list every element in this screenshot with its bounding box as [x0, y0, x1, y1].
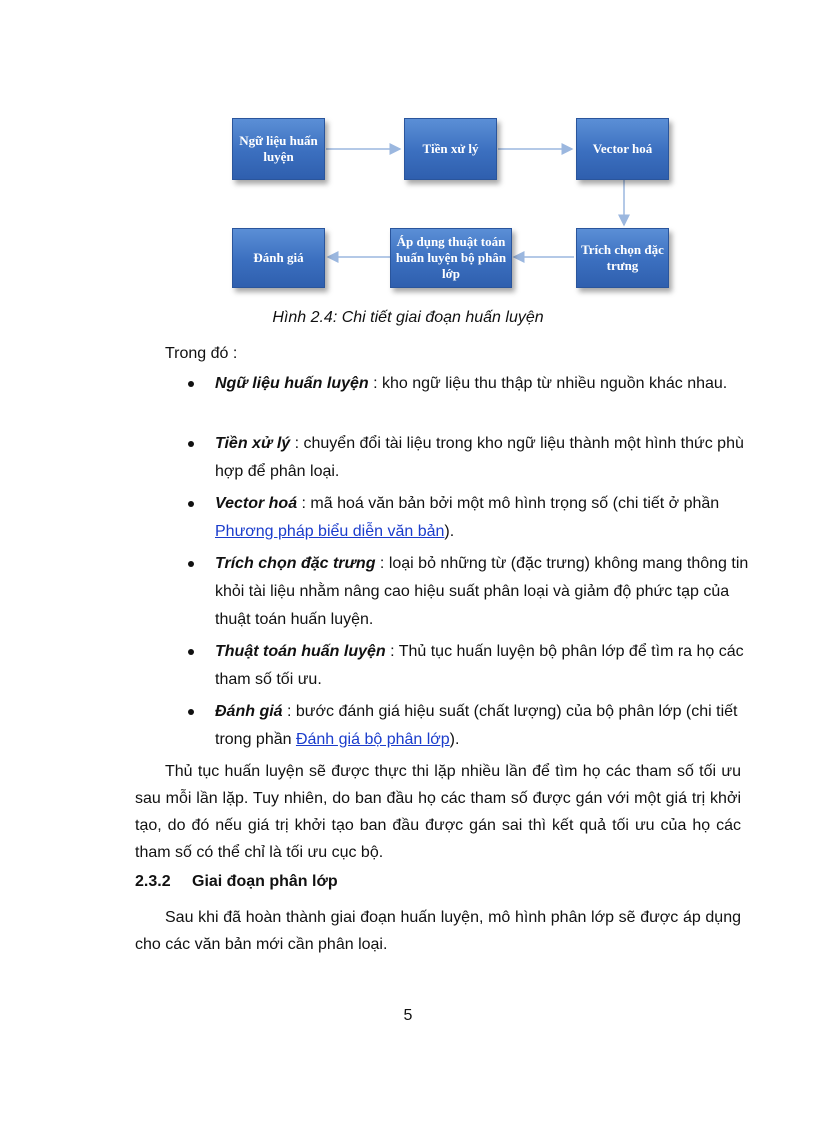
- body-paragraph-2: Sau khi đã hoàn thành giai đoạn huấn luyện, mô hình phân lớp sẽ được áp dụng cho các văn bản mới cần phân loại.: [135, 909, 741, 953]
- list-item: [215, 430, 750, 486]
- bullet-icon: [188, 561, 194, 567]
- term: Vector hoá: [215, 495, 298, 512]
- box-tien-xu-ly: [404, 118, 497, 180]
- box-danh-gia: [232, 228, 325, 288]
- list-item: [215, 490, 750, 546]
- section-heading: [135, 873, 338, 891]
- box-trich-chon-dac-trung: [576, 228, 669, 288]
- term: Thuật toán huấn luyện: [215, 643, 386, 660]
- section-title: Giai đoạn phân lớp: [192, 873, 338, 890]
- link-bieu-dien-van-ban[interactable]: Phương pháp biểu diễn văn bản: [215, 523, 445, 540]
- bullet-icon: [188, 501, 194, 507]
- section-number: 2.3.2: [135, 873, 171, 890]
- box-label: Đánh giá: [253, 250, 304, 265]
- definition: : kho ngữ liệu thu thập từ nhiều nguồn khác nhau.: [368, 375, 728, 392]
- list-item: [215, 370, 750, 398]
- bullet-icon: [188, 649, 194, 655]
- term: Trích chọn đặc trưng: [215, 555, 376, 572]
- definition: : mã hoá văn bản bởi một mô hình trọng số (chi tiết ở phần: [297, 495, 720, 512]
- definition-end: ).: [444, 523, 455, 540]
- bullet-icon: [188, 441, 194, 447]
- definition-end: ).: [449, 731, 460, 748]
- term: Ngữ liệu huấn luyện: [215, 375, 369, 392]
- definition: : bước đánh giá hiệu suất (chất lượng) của bộ phân lớp (chi tiết trong phần: [215, 703, 738, 748]
- list-item: [215, 638, 750, 694]
- training-flow-diagram: [226, 110, 676, 300]
- definition: : Thủ tục huấn luyện bộ phân lớp để tìm ra họ các tham số tối ưu.: [215, 643, 744, 688]
- intro-text: Trong đó :: [165, 345, 238, 362]
- box-ngu-lieu-huan-luyen: [232, 118, 325, 180]
- definition: : loại bỏ những từ (đặc trưng) không mang thông tin khỏi tài liệu nhằm nâng cao hiệu suất phân loại và giảm độ phức tạp của thuật toán huấn luyện.: [215, 555, 749, 628]
- list-item: [215, 550, 750, 634]
- box-label: Tiền xử lý: [422, 141, 479, 156]
- page-number: 5: [403, 1007, 413, 1024]
- box-ap-dung-thuat-toan: [390, 228, 512, 288]
- bullet-icon: [188, 381, 194, 387]
- definition: : chuyển đổi tài liệu trong kho ngữ liệu thành một hình thức phù hợp để phân loại.: [215, 435, 744, 480]
- box-label: Vector hoá: [592, 141, 653, 156]
- figure-caption: Hình 2.4: Chi tiết giai đoạn huấn luyện: [272, 309, 544, 326]
- box-label: Áp dụng thuật toán huấn luyện bộ phân lớp: [395, 234, 507, 281]
- term: Đánh giá: [215, 703, 283, 720]
- body-paragraph-1: Thủ tục huấn luyện sẽ được thực thi lặp nhiều lần để tìm họ các tham số tối ưu sau mỗi lần lặp. Tuy nhiên, do ban đầu họ các tham số được gán với một giá trị khởi tạo, do đó nếu giá trị khởi tạo ban đầu được gán sai thì kết quả tối ưu của họ các tham số có thể chỉ là tối ưu cục bộ.: [135, 763, 741, 861]
- bullet-icon: [188, 709, 194, 715]
- box-vector-hoa: [576, 118, 669, 180]
- term: Tiền xử lý: [215, 435, 291, 452]
- list-item: [215, 698, 750, 754]
- link-danh-gia-bo-phan-lop[interactable]: Đánh giá bộ phân lớp: [295, 731, 450, 748]
- box-label: Trích chọn đặc trưng: [581, 242, 664, 273]
- box-label: Ngữ liệu huấn luyện: [239, 133, 318, 164]
